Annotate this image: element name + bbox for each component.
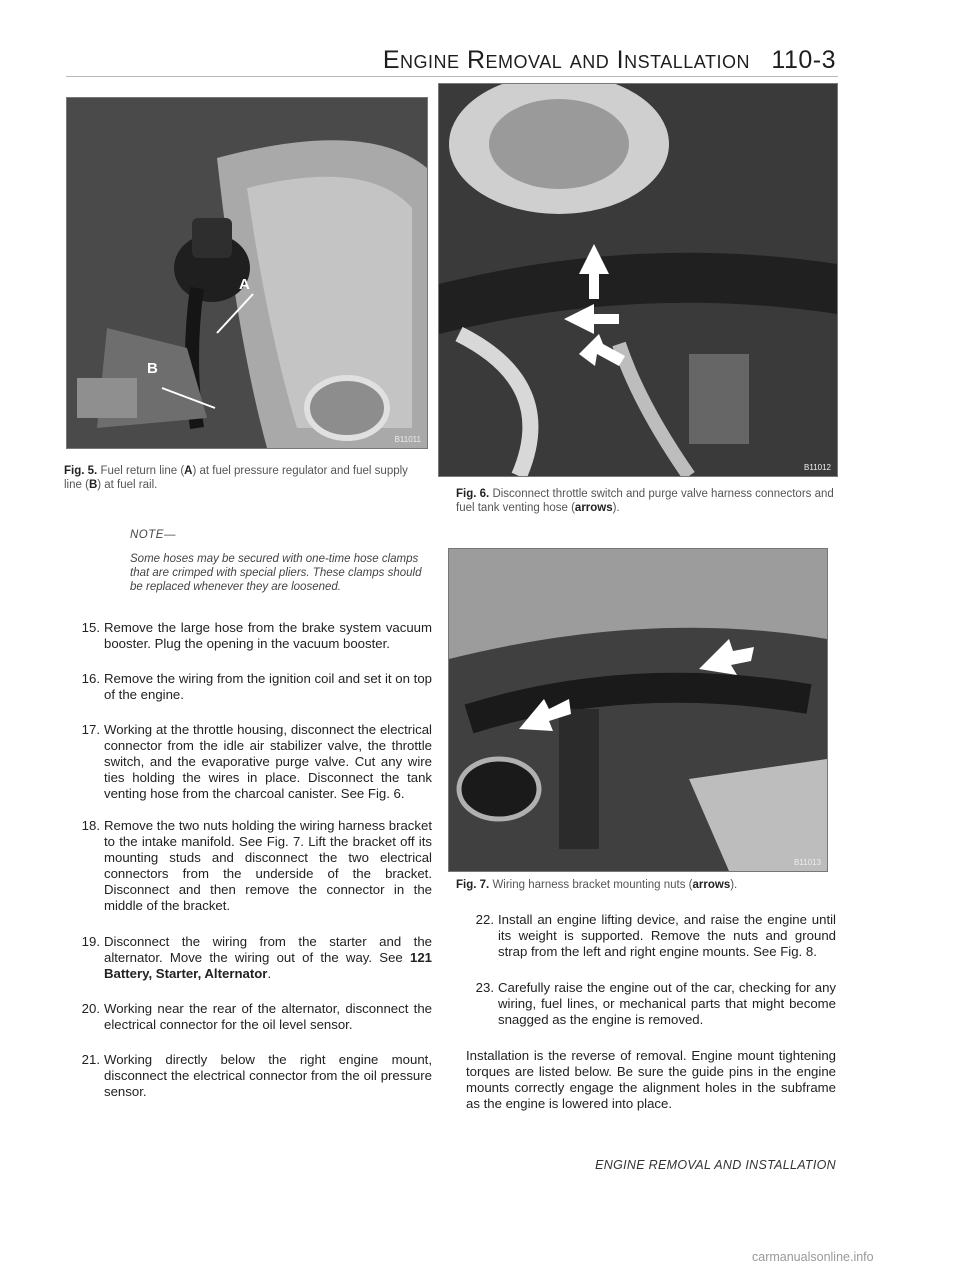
- step-text-part: .: [267, 966, 272, 981]
- figure-5-caption-label: Fig. 5.: [64, 465, 98, 477]
- figure-7-caption-label: Fig. 7.: [456, 879, 490, 891]
- step-text: Remove the wiring from the ignition coil and set it on top of the engine.: [104, 671, 432, 702]
- installation-paragraph: Installation is the reverse of removal. Engine mount tightening torques are listed below. Be sure the guide pins in the engine mounts correctly engage the alignment holes in the subframe as the engine is lowered into place.: [466, 1048, 836, 1111]
- figure-7-illustration: [449, 549, 827, 871]
- figure-5-caption-text-3: ) at fuel rail.: [97, 479, 158, 491]
- step-number: 19.: [81, 934, 100, 949]
- figure-7-photo: [448, 548, 828, 872]
- step-text: Remove the two nuts holding the wiring harness bracket to the intake manifold. See Fig. 7. Lift the bracket off its mounting studs and disconnect the two electrical connectors from the underside of the bracket. Disconnect and then remove the connector in the middle of the bracket.: [104, 818, 432, 913]
- figure-5-caption-a: A: [184, 465, 193, 477]
- step-number: 21.: [81, 1052, 100, 1067]
- step-number: 18.: [81, 818, 100, 833]
- step-number: 15.: [81, 620, 100, 635]
- figure-7-caption-text-2: ).: [730, 879, 738, 891]
- step-20: [81, 1001, 432, 1033]
- step-17: [81, 722, 432, 802]
- figure-5-caption-b: B: [88, 479, 98, 491]
- step-text: [104, 934, 432, 982]
- figure-5-label-a: A: [239, 276, 250, 293]
- step-text-part: Disconnect the wiring from the starter and the alternator. Move the wiring out of the way. See: [104, 934, 432, 965]
- note-block: [130, 528, 430, 594]
- page-number: 110-3: [771, 46, 836, 74]
- step-22: [475, 912, 836, 960]
- step-text: Install an engine lifting device, and raise the engine until its weight is supported. Remove the nuts and ground strap from the left and right engine mounts. See Fig. 8.: [498, 912, 836, 959]
- step-number: 22.: [475, 912, 494, 927]
- figure-7-code: B11013: [794, 858, 821, 867]
- figure-6-caption-text-2: ).: [612, 502, 620, 514]
- watermark: carmanualsonline.info: [752, 1250, 874, 1264]
- step-number: 23.: [475, 980, 494, 995]
- figure-6-caption-text: Disconnect throttle switch and purge valve harness connectors and fuel tank venting hose (: [456, 488, 834, 514]
- note-text: Some hoses may be secured with one-time hose clamps that are crimped with special pliers. These clamps should be replaced whenever they are loosened.: [130, 553, 422, 593]
- figure-7-caption-text: Wiring harness bracket mounting nuts (: [492, 879, 693, 891]
- figure-6-caption-arrows: arrows: [574, 502, 613, 514]
- step-number: 20.: [81, 1001, 100, 1016]
- page-header: [360, 46, 836, 75]
- cross-reference: 121 Battery, Starter, Alternator: [104, 950, 432, 981]
- note-heading: NOTE—: [130, 529, 176, 541]
- figure-5-label-b: B: [147, 360, 158, 377]
- header-title: Engine Removal and Installation: [382, 46, 750, 74]
- figure-6-caption: [456, 487, 836, 515]
- figure-5-code: B11011: [394, 435, 421, 444]
- step-21: [81, 1052, 432, 1100]
- figure-5-illustration: [67, 98, 427, 448]
- figure-6-caption-label: Fig. 6.: [456, 488, 490, 500]
- footer-section-title: ENGINE REMOVAL AND INSTALLATION: [595, 1158, 836, 1172]
- figure-5-caption-text-2: ) at fuel pressure regulator and fuel supply line (: [64, 465, 408, 491]
- step-15: [81, 620, 432, 652]
- figure-6-photo: [438, 83, 838, 477]
- figure-7-caption-arrows: arrows: [692, 879, 731, 891]
- step-number: 17.: [81, 722, 100, 737]
- figure-6-illustration: [439, 84, 837, 476]
- figure-6-code: B11012: [804, 463, 831, 472]
- step-text: Working at the throttle housing, disconnect the electrical connector from the idle air stabilizer valve, the throttle switch, and the evaporative purge valve. Cut any wire ties holding the wires in place. Disconnect the tank venting hose from the charcoal canister. See Fig. 6.: [104, 722, 432, 801]
- step-18: [81, 818, 432, 914]
- header-rule: [66, 76, 838, 77]
- step-16: [81, 671, 432, 703]
- step-text: Carefully raise the engine out of the car, checking for any wiring, fuel lines, or mechanical parts that might become snagged as the engine is removed.: [498, 980, 836, 1027]
- figure-5-caption-text: Fuel return line (: [100, 465, 185, 477]
- figure-5-photo: [66, 97, 428, 449]
- step-number: 16.: [81, 671, 100, 686]
- step-text: Working directly below the right engine mount, disconnect the electrical connector from the oil pressure sensor.: [104, 1052, 432, 1099]
- step-19: [81, 934, 432, 982]
- figure-7-caption: [456, 878, 836, 892]
- step-text: Remove the large hose from the brake system vacuum booster. Plug the opening in the vacuum booster.: [104, 620, 432, 651]
- step-text: Working near the rear of the alternator, disconnect the electrical connector for the oil level sensor.: [104, 1001, 432, 1032]
- step-23: [475, 980, 836, 1028]
- figure-5-caption: [64, 464, 424, 492]
